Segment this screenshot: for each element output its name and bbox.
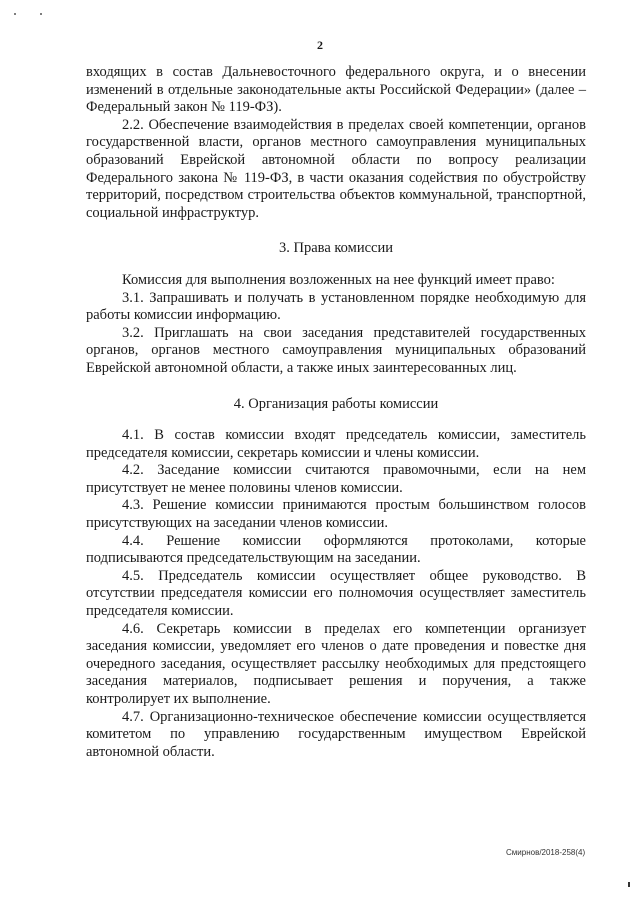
- paragraph-3-2: 3.2. Приглашать на свои заседания представителей государственных органов, органов местного самоуправления муниципальных образований Еврейской автономной области, а также иных заинтересованных лиц.: [86, 324, 586, 376]
- paragraph-4-7: 4.7. Организационно-техническое обеспечение комиссии осуществляется комитетом по управлению государственным имуществом Еврейской автономной области.: [86, 708, 586, 760]
- section-heading-4: 4. Организация работы комиссии: [233, 395, 439, 412]
- scan-speck: [14, 13, 16, 15]
- paragraph-3-1: 3.1. Запрашивать и получать в установленном порядке необходимую для работы комиссии информацию.: [86, 289, 586, 324]
- paragraph-4-2: 4.2. Заседание комиссии считаются правомочными, если на нем присутствует не менее половины членов комиссии.: [86, 462, 586, 496]
- scan-edge-mark: [628, 882, 630, 887]
- section-heading-3: 3. Права комиссии: [279, 240, 393, 257]
- page-number: 2: [317, 38, 323, 52]
- paragraph-2-2: 2.2. Обеспечение взаимодействия в пределах своей компетенции, органов государственной власти, органов местного самоуправления муниципальных образований Еврейской автономной области по вопросу реализации Федерального закона № 119-ФЗ, в части оказания содействия по обустройству территорий, посредством строительства объектов коммунальной, транспортной, социальной инфраструктур.: [86, 116, 586, 221]
- paragraph-continuation: входящих в состав Дальневосточного федерального округа, и о внесении изменений в отдельные законодательные акты Российской Федерации» (далее – Федеральный закон № 119-ФЗ).: [86, 64, 586, 116]
- scan-speck: [40, 13, 42, 15]
- paragraph-4-5: 4.5. Председатель комиссии осуществляет общее руководство. В отсутствии председателя комиссии его полномочия осуществляет заместитель председателя комиссии.: [86, 567, 586, 620]
- paragraph-3-intro: Комиссия для выполнения возложенных на нее функций имеет право:: [122, 271, 555, 288]
- paragraph-4-3: 4.3. Решение комиссии принимаются простым большинством голосов присутствующих на заседании членов комиссии.: [86, 497, 586, 532]
- paragraph-4-6: 4.6. Секретарь комиссии в пределах его компетенции организует заседания комиссии, уведомляет его членов о дате проведения и повестке дня очередного заседания, осуществляет рассылку необходимых для предстоящего заседания материалов, подписывает решения и поручения, а также контролирует их выполнение.: [86, 620, 586, 707]
- document-body: [86, 64, 586, 761]
- footer-document-code: Смирнов/2018-258(4): [506, 848, 586, 857]
- paragraph-4-4: 4.4. Решение комиссии оформляются протоколами, которые подписываются председательствующим на заседании.: [86, 532, 586, 567]
- paragraph-4-1: 4.1. В состав комиссии входят председатель комиссии, заместитель председателя комиссии, секретарь комиссии и члены комиссии.: [86, 427, 586, 461]
